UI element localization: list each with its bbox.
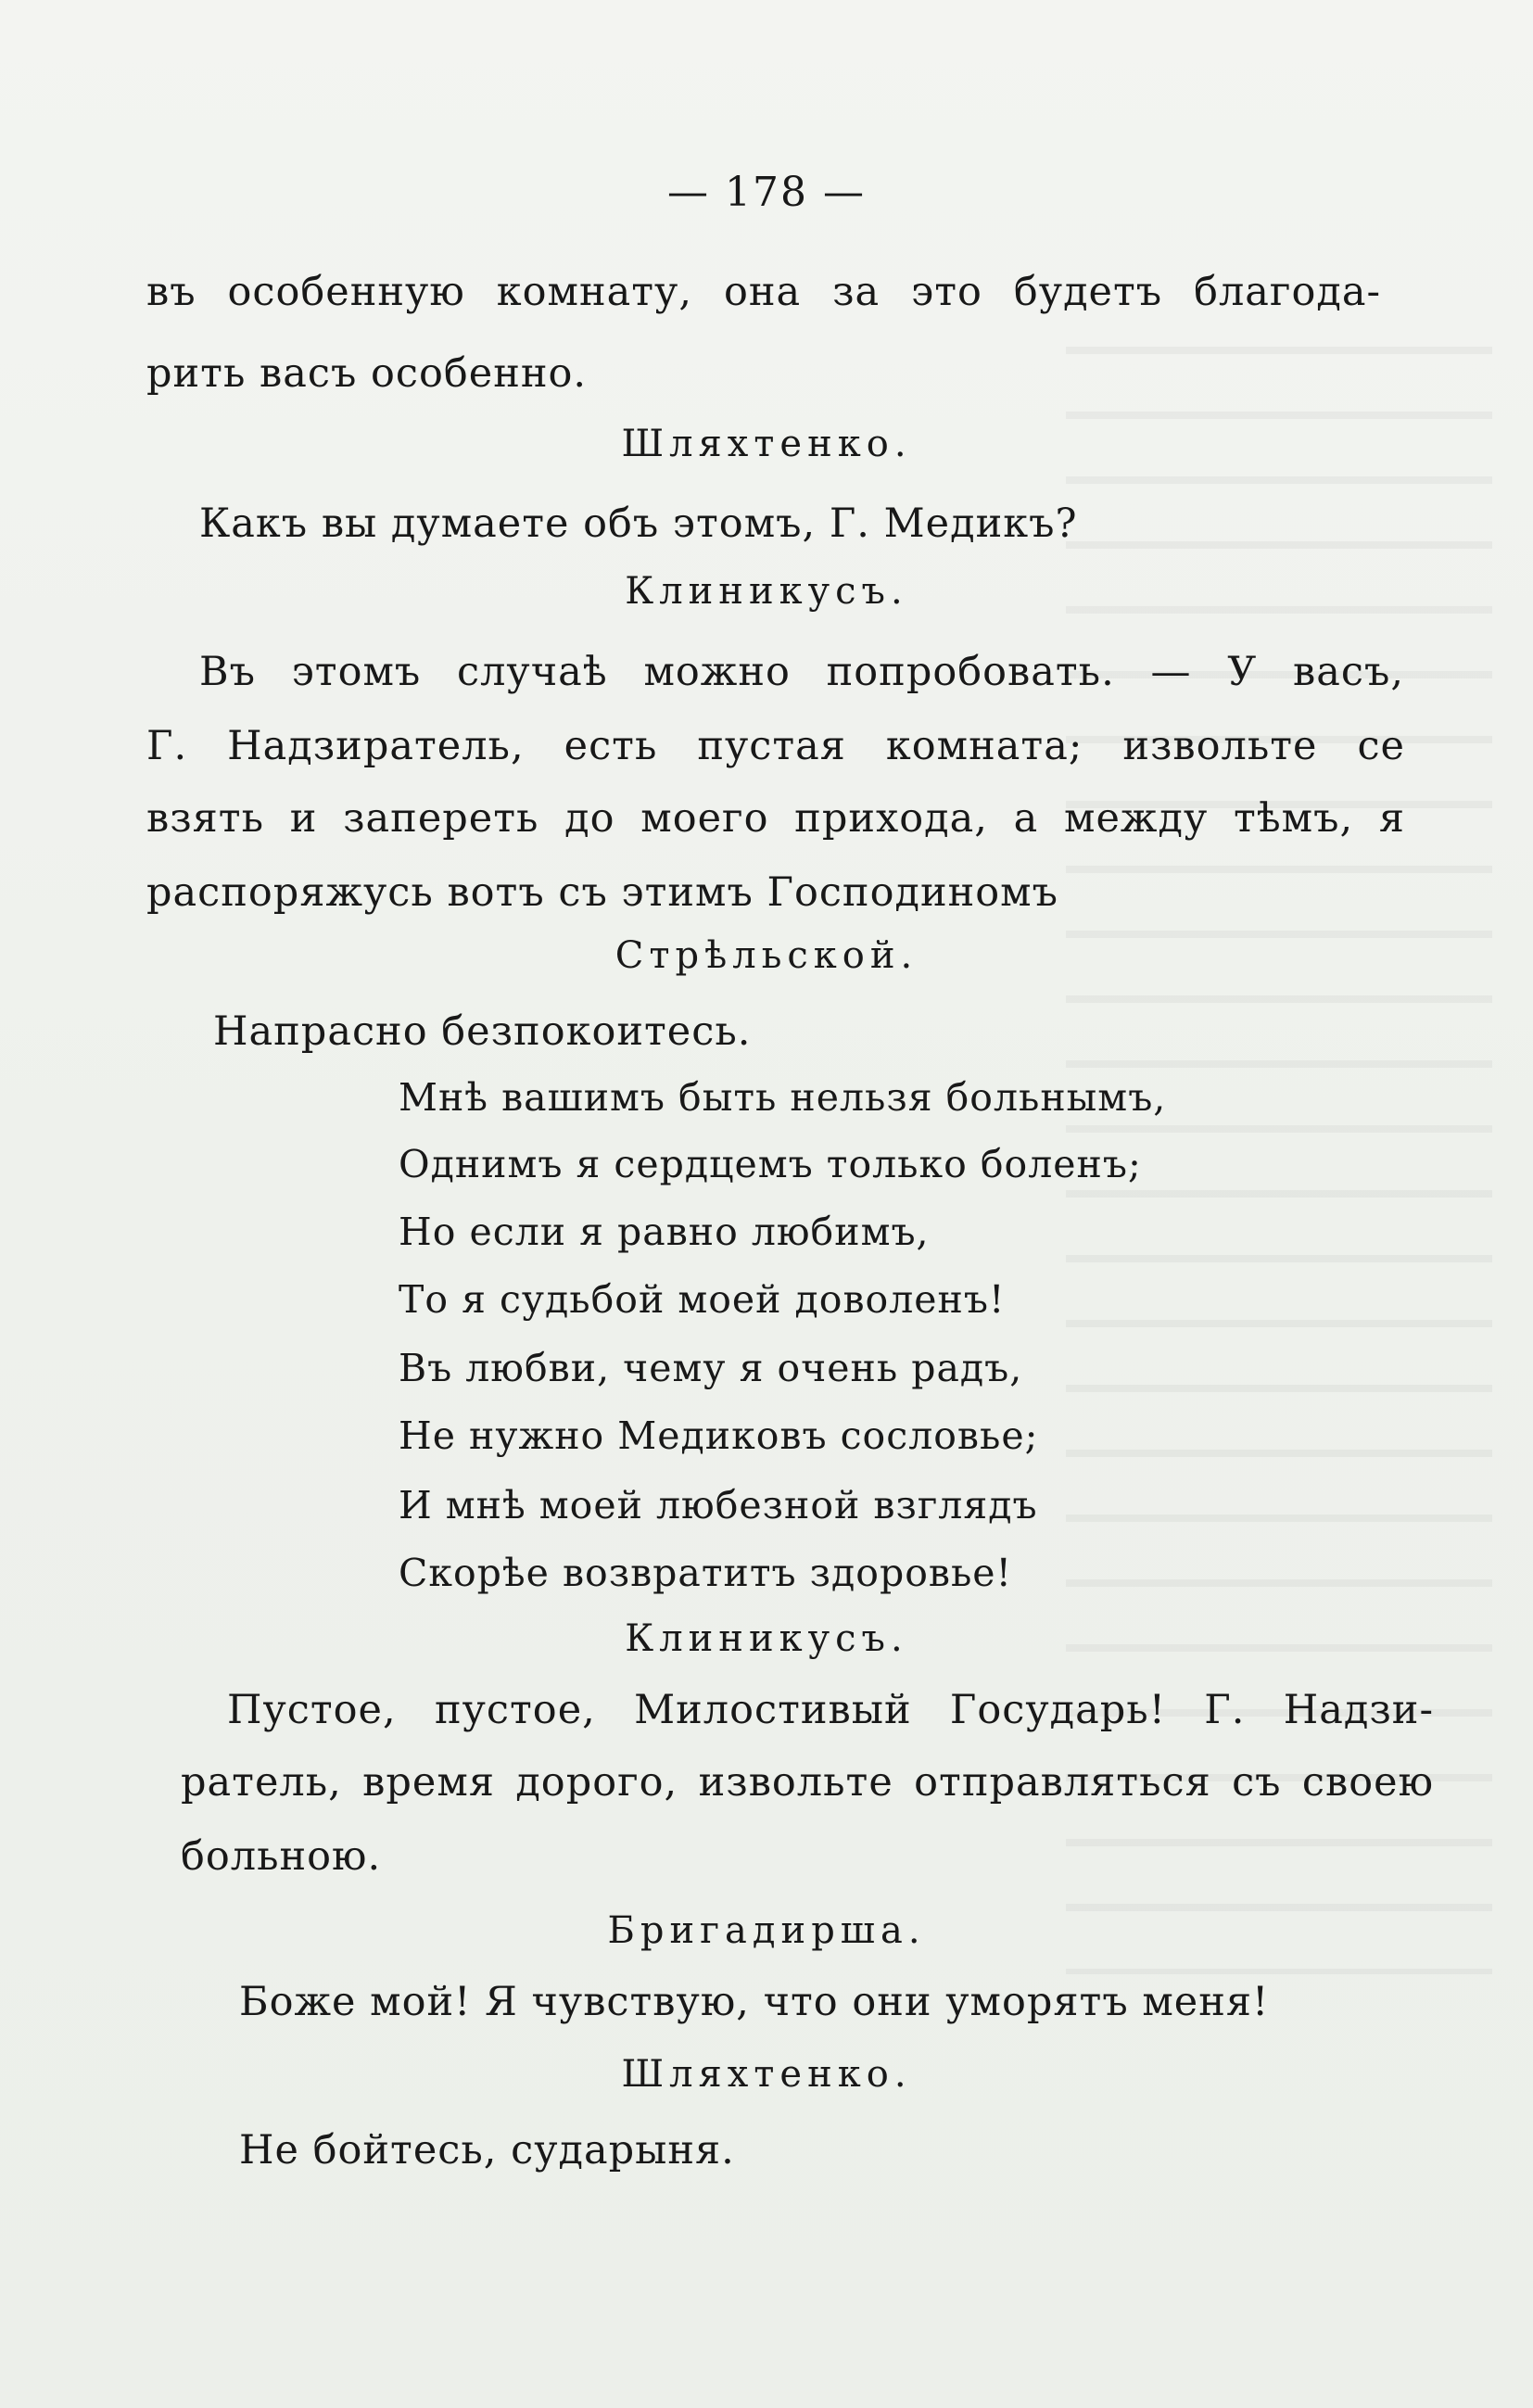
speaker-name: Шляхтенко. bbox=[621, 423, 912, 465]
verse-line: То я судьбой моей доволенъ! bbox=[399, 1277, 1006, 1322]
speaker-name: Клиникусъ. bbox=[625, 570, 908, 613]
verse-line: Въ любви, чему я очень радъ, bbox=[399, 1346, 1023, 1390]
verse-line: Но если я равно любимъ, bbox=[399, 1210, 930, 1254]
verse-line: Мнѣ вашимъ быть нельзя больнымъ, bbox=[399, 1075, 1167, 1120]
text-line: распоряжусь вотъ съ этимъ Господиномъ bbox=[146, 869, 1058, 916]
text-line: взять и запереть до моего прихода, а между тѣмъ, я bbox=[146, 795, 1405, 842]
text-line: Пустое, пустое, Милостивый Государь! Г. Надзи- bbox=[227, 1687, 1434, 1733]
verse-line: И мнѣ моей любезной взглядъ bbox=[399, 1483, 1038, 1527]
text-line: Г. Надзиратель, есть пустая комната; извольте се bbox=[146, 723, 1405, 769]
verse-line: Не нужно Медиковъ сословье; bbox=[399, 1413, 1039, 1458]
speaker-name: Шляхтенко. bbox=[621, 2053, 912, 2096]
text-line: ратель, время дорого, извольте отправляться съ своею bbox=[181, 1759, 1434, 1806]
text-line: больною. bbox=[181, 1833, 382, 1880]
text-line: рить васъ особенно. bbox=[146, 350, 588, 397]
verse-line: Скорѣе возвратитъ здоровье! bbox=[399, 1551, 1013, 1595]
speaker-name: Стрѣльской. bbox=[614, 934, 919, 977]
verse-line: Однимъ я сердцемъ только боленъ; bbox=[399, 1142, 1142, 1186]
speaker-name: Бригадирша. bbox=[607, 1909, 926, 1952]
text-line: Напрасно безпокоитесь. bbox=[213, 1008, 752, 1055]
speaker-name: Клиникусъ. bbox=[625, 1617, 908, 1660]
text-line: Въ этомъ случаѣ можно попробовать. — У васъ, bbox=[199, 649, 1404, 695]
page-number: — 178 — bbox=[667, 169, 866, 216]
text-line: Боже мой! Я чувствую, что они уморятъ меня! bbox=[239, 1979, 1270, 2025]
text-line: Не бойтесь, сударыня. bbox=[239, 2127, 735, 2174]
text-line: въ особенную комнату, она за это будетъ благода- bbox=[146, 269, 1381, 315]
text-line: Какъ вы думаете объ этомъ, Г. Медикъ? bbox=[199, 501, 1078, 547]
